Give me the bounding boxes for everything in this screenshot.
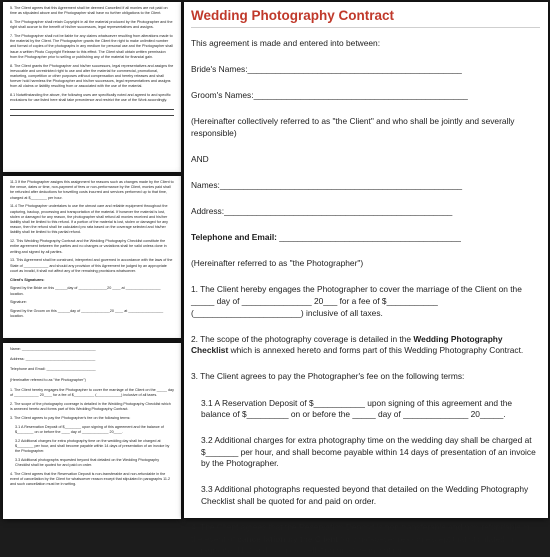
- clause-1: 1. The Client hereby engages the Photographer to cover the marriage of the Client on the _____ day of ____________ 20____ for a fee of $__________ (____________) inclusive of all taxes.: [10, 387, 174, 398]
- signature-label: Signature:: [10, 300, 27, 305]
- brides-names-label: Bride's Names:: [191, 64, 248, 75]
- contract-main-page: [184, 2, 548, 556]
- clause-2: 2. The scope of the photography coverage is detailed in the Wedding Photography Checklist which is annexed hereto and forms part of this Wedding Photography Contract.: [10, 401, 171, 412]
- clause-13: 13. This Agreement shall be construed, interpreted and governed in accordance with the laws of the State of ____________ and should any provision of this Agreement be judged by an appropriate court as invalid, it shall not affect any of the remaining provisions whatsoever.: [10, 258, 173, 273]
- address-field: [191, 206, 540, 218]
- grooms-names-line: ______________________________________________: [253, 90, 468, 101]
- contract-page-thumbnail-2: [3, 176, 181, 338]
- contract-page-thumbnail-3: [3, 343, 181, 519]
- telephone-email-field: [191, 232, 540, 244]
- photographer-reference: (Hereinafter referred to as "the Photographer"): [10, 377, 86, 382]
- telephone-email-line: _______________________________________: [276, 232, 461, 243]
- clause-2-text-end: which is annexed hereto and forms part of this Wedding Photography Contract.: [228, 345, 524, 356]
- cancellation-term: cancellation by the Client: [237, 533, 339, 544]
- name-label: Names:: [191, 180, 220, 191]
- clause-3-3: 3.3 Additional photographs requested beyond that detailed on the Wedding Photography Checklist shall be quoted for and paid on order.: [15, 457, 160, 468]
- brides-names-field: [191, 64, 540, 76]
- blank-line: [10, 115, 174, 116]
- document-title: Wedding Photography Contract: [191, 8, 540, 28]
- signed-by-bride: Signed by the Bride on this ______day of ______________20 ____ at _________________ location.: [10, 286, 161, 296]
- clause-4: [191, 522, 540, 557]
- client-signatures-heading: Client's Signatures:: [10, 277, 45, 282]
- clause-2: [191, 334, 540, 357]
- clause-8-1: 8.1 Notwithstanding the above, the following uses are specifically noted and agreed to and specific exclusions for use listed here shall take precedence and restrict the use of the Work accordingly.: [10, 93, 171, 103]
- grooms-names-field: [191, 90, 540, 102]
- address-label: Address:: [191, 206, 225, 217]
- clause-4: 4. The Client agrees that the Reservation Deposit is non-transferable and non-refundable in the event of cancellation by the Client for whatsoever reason except that stipulated in paragraphs 11.2 and such cancellation must be in writing.: [10, 471, 171, 487]
- signed-by-groom: Signed by the Groom on this ______day of ______________20 ____ at _________________ location.: [10, 309, 164, 319]
- clause-3: 3. The Client agrees to pay the Photographer's fee on the following terms:: [10, 415, 131, 420]
- blank-line: [10, 109, 174, 110]
- clause-11-3: 11.3 If the Photographer assigns this assignment for reasons such as changes made by the Client to the venue, dates or time, non-payment of fees or non-performance by the Client, monies paid shall be refunded after deductions for travelling costs incurred and services performed up to that time, charged at $________ per hour.: [10, 180, 174, 200]
- clause-7: 7. The Photographer shall not be liable for any claims whatsoever resulting from alterations made to the material by the Client. The Photographer grants the Client the right to make unlimited number and format of copies of the photographs in any medium for personal use and the Photographer shall issue a written Photo Copyright Release to this effect. The Client shall obtain written permission from the Photographer prior to selling or publishing any of the material for financial gain.: [10, 34, 173, 59]
- name-field: [191, 180, 540, 192]
- clause-11-4: 11.4 The Photographer undertakes to use the utmost care and reliable equipment throughout the capturing, backup, processing and transportation of the material. If however the material is lost, stolen or damaged for any reason, the photographer shall refund all monies received and his/her liability shall be limited to this refund. If a portion of the material is lost, stolen or damaged for any reason, then the refund shall be calculated pro rata based on the coverage selected and his/her liability shall be limited to this partial refund.: [10, 204, 169, 235]
- checklist-reference: Wedding Photography Checklist: [191, 333, 503, 356]
- name-line: ____________________________________________________: [219, 180, 463, 191]
- clause-3-3: 3.3 Additional photographs requested beyond that detailed on the Wedding Photography Checklist shall be quoted for and paid on order.: [201, 484, 529, 507]
- clause-3-1: 3.1 A Reservation Deposit of $________ upon signing of this agreement and the balance of $________ on or before the ____ day of _____________ 20____.: [15, 424, 164, 434]
- name-line: Name: ____________________________________: [10, 347, 96, 351]
- address-line: _________________________________________________: [224, 206, 453, 217]
- clause-12: 12. This Wedding Photography Contract and the Wedding Photography Checklist constitute the entire agreement between the parties and no changes or variations shall be valid unless done in writing and signed by all parties.: [10, 239, 167, 254]
- clause-5: 5. The Client agrees that this Agreement shall be deemed Cancelled if all monies are not paid on time as stipulated above and the Photographer shall have no further obligations to the Client.: [10, 6, 168, 16]
- clause-3-2: 3.2 Additional charges for extra photography time on the wedding day shall be charged at $_______ per hour, and shall become payable within 14 days of presentation of an invoice by the Photographer.: [201, 435, 536, 469]
- clause-2-text: 2. The scope of the photography coverage is detailed in the: [191, 333, 414, 344]
- clause-4-text: 4. The Client agrees that the Reservation Deposit is non-transferable and non-refundable in the event of: [191, 522, 530, 544]
- client-reference: (Hereinafter collectively referred to as "the Client" and who shall be jointly and severally responsible): [191, 116, 515, 138]
- telephone-line: Telephone and Email: ________________________: [10, 367, 96, 372]
- clause-4-text-end: for whatsoever reason except that stipulated in paragraphs 11.2 and such cancellation must be in writing.: [191, 533, 514, 556]
- clause-3-1: 3.1 A Reservation Deposit of $___________ upon signing of this agreement and the balance of $_________ on or before the _____ day of ______________ 20_____.: [201, 397, 513, 420]
- photographer-reference: (Hereinafter referred to as "the Photographer"): [191, 258, 364, 269]
- address-line: Address: __________________________________: [10, 357, 96, 362]
- clause-6: 6. The Photographer shall retain Copyright in all the material produced by the Photographer and the right shall accrue to the benefit of his/her successors, legal representatives and assigns.: [10, 20, 173, 30]
- clause-8: 8. The Client grants the Photographer and his/her successors, legal representatives and assigns the irrevocable and unrestricted right to use and alter the material for commercial, promotional, marketing, competition or other purposes without compensation and hereby releases and shall forever hold harmless the Photographer and his/her successors, legal representatives and assigns from all claims or liability resulting from or associated with the use of the material.: [10, 63, 174, 89]
- and-label: AND: [191, 153, 209, 164]
- grooms-names-label: Groom's Names:: [191, 90, 254, 101]
- intro-text: This agreement is made and entered into between:: [191, 38, 381, 48]
- clause-3-2: 3.2 Additional charges for extra photography time on the wedding day shall be charged at $________ per hour, and shall become payable within 14 days of presentation of an invoice by the Photographer.: [15, 438, 170, 454]
- brides-names-line: ______________________________________________: [247, 64, 462, 75]
- contract-page-thumbnail-1: [3, 2, 181, 172]
- telephone-email-label: Telephone and Email:: [191, 232, 277, 243]
- clause-1: 1. The Client hereby engages the Photographer to cover the marriage of the Client on the _____ day of _______________ 20___ for a fee of $___________ (_______________________) inclusive of all taxes.: [191, 284, 522, 318]
- clause-3: 3. The Client agrees to pay the Photographer's fee on the following terms:: [191, 371, 465, 382]
